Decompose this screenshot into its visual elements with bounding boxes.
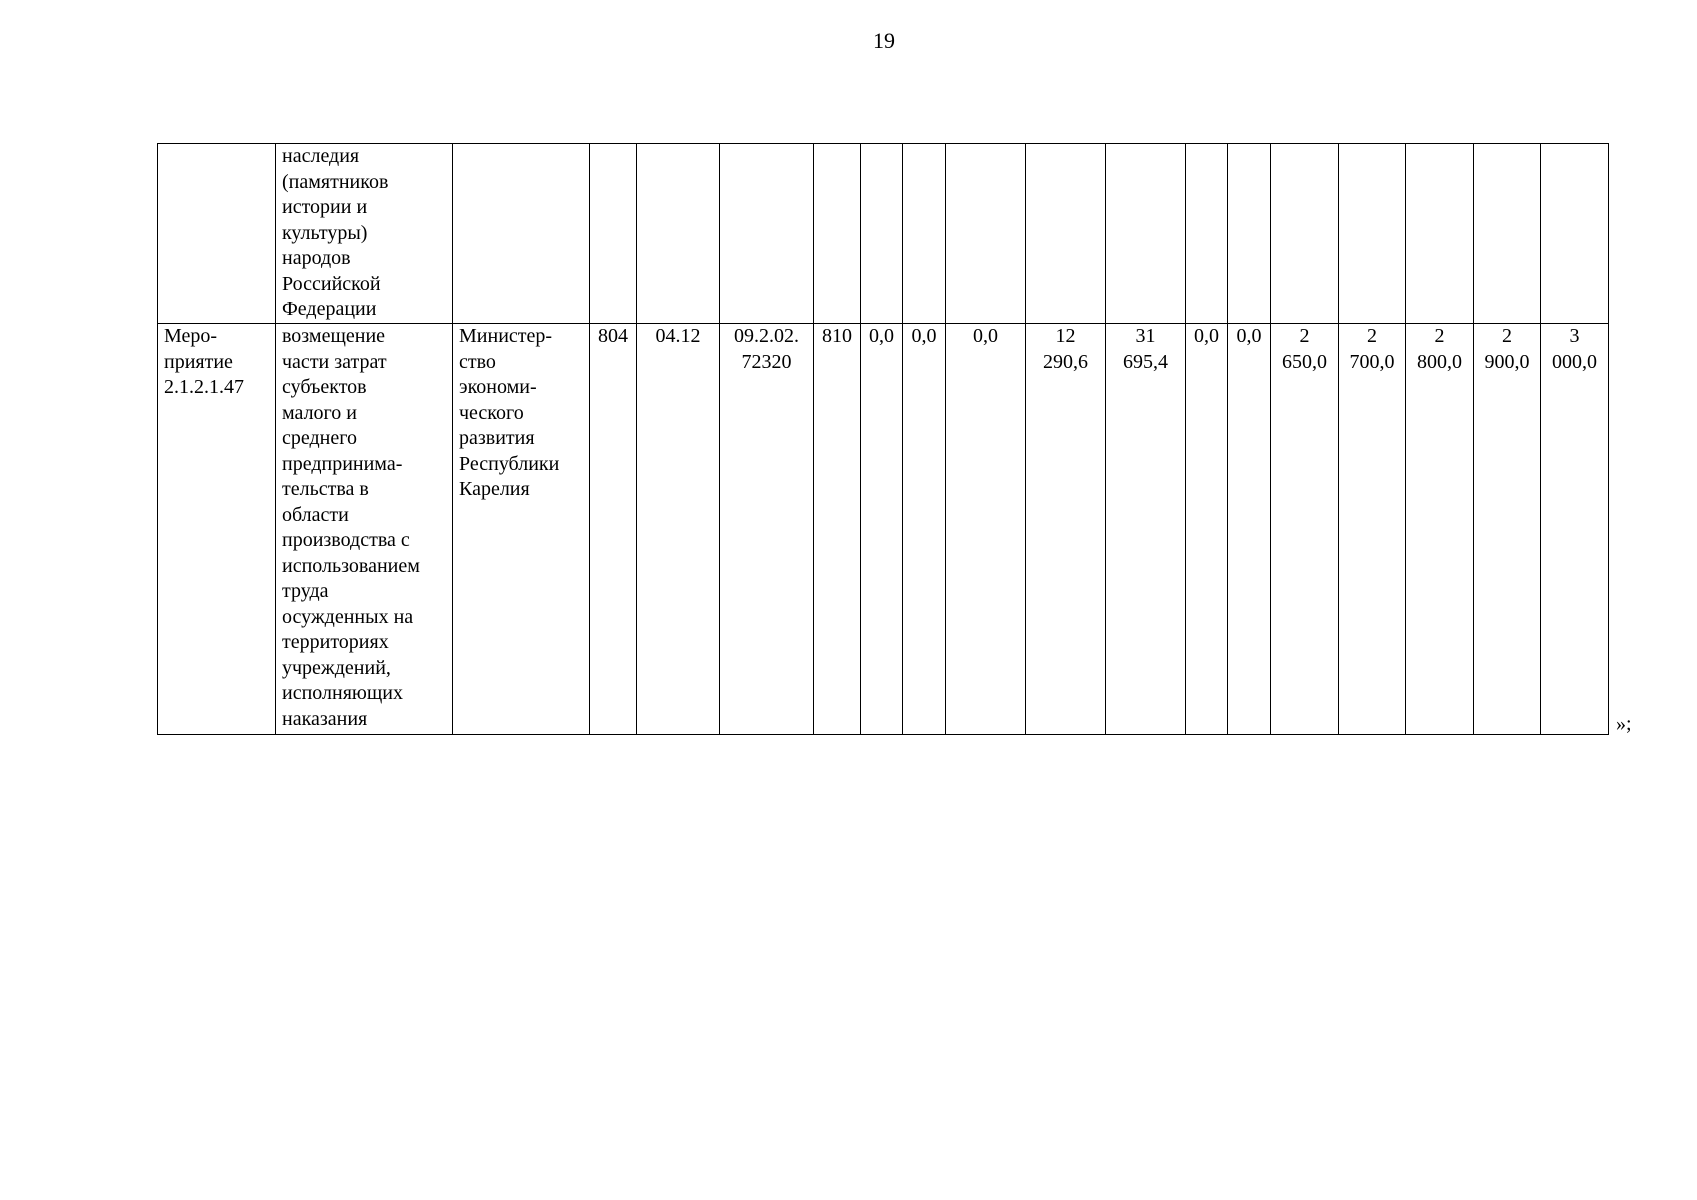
table-cell-value: 0,0 <box>1186 324 1228 735</box>
table-cell <box>1406 144 1474 324</box>
table-cell <box>814 144 861 324</box>
table-cell-value: 0,0 <box>903 324 946 735</box>
table-cell <box>1186 144 1228 324</box>
table-cell-expense-type: 810 <box>814 324 861 735</box>
table-cell-value: 3 000,0 <box>1541 324 1609 735</box>
budget-table <box>157 143 1609 735</box>
table-row-continuation <box>158 144 1609 324</box>
table-cell-value: 0,0 <box>861 324 903 735</box>
table-cell-value: 2 800,0 <box>1406 324 1474 735</box>
table-cell-grbs: 804 <box>590 324 637 735</box>
table-cell-value: 31 695,4 <box>1106 324 1186 735</box>
table-cell <box>1339 144 1406 324</box>
table-cell-value: 2 900,0 <box>1474 324 1541 735</box>
table-cell <box>946 144 1026 324</box>
table-row-measure <box>158 324 1609 735</box>
table-cell <box>1474 144 1541 324</box>
closing-quote: »; <box>1616 713 1632 735</box>
table-cell <box>158 144 276 324</box>
table-cell-description: возмещение части затрат субъектов малого и среднего предпринима- тельства в области производства с использованием труда осужденных на территориях учреждений, исполняющих наказания <box>276 324 453 735</box>
table-cell-responsible: Министер- ство экономи- ческого развития Республики Карелия <box>453 324 590 735</box>
table-cell <box>1106 144 1186 324</box>
table-cell <box>720 144 814 324</box>
table-cell <box>1228 144 1271 324</box>
table-cell <box>1026 144 1106 324</box>
table-cell-section: 04.12 <box>637 324 720 735</box>
table-cell <box>1541 144 1609 324</box>
table-cell <box>903 144 946 324</box>
table-cell-value: 0,0 <box>1228 324 1271 735</box>
table-cell-value: 2 700,0 <box>1339 324 1406 735</box>
table-cell <box>590 144 637 324</box>
table-cell <box>1271 144 1339 324</box>
table-cell-value: 0,0 <box>946 324 1026 735</box>
table-cell <box>453 144 590 324</box>
table-cell-description: наследия (памятников истории и культуры) народов Российской Федерации <box>276 144 453 324</box>
table-cell <box>637 144 720 324</box>
table-cell-target-article: 09.2.02. 72320 <box>720 324 814 735</box>
table-cell-value: 2 650,0 <box>1271 324 1339 735</box>
table-cell-value: 12 290,6 <box>1026 324 1106 735</box>
table-cell-measure-id: Меро- приятие 2.1.2.1.47 <box>158 324 276 735</box>
table-cell <box>861 144 903 324</box>
page-number: 19 <box>873 28 895 53</box>
